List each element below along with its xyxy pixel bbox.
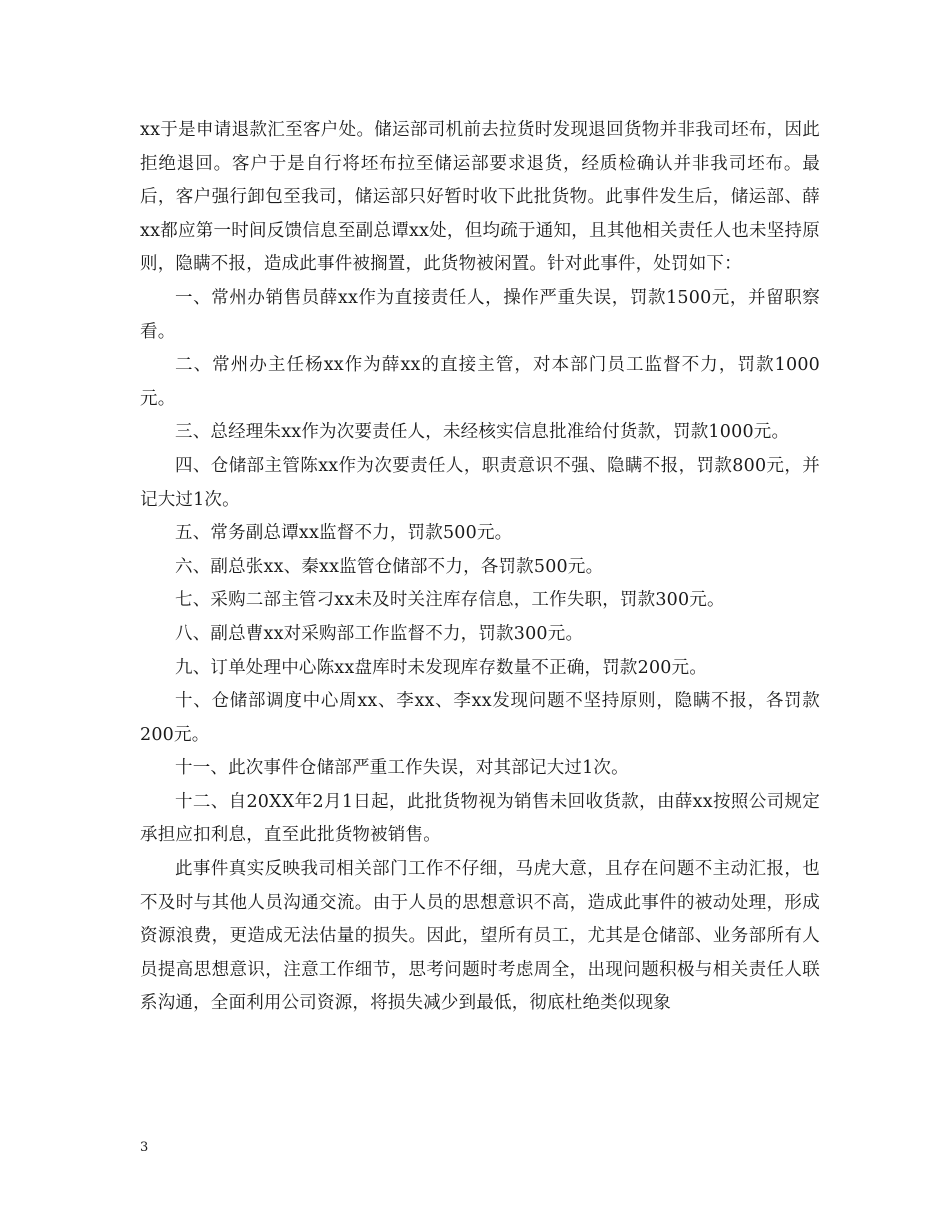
document-body	[140, 114, 820, 1021]
paragraph-penalty-10: 十、仓储部调度中心周xx、李xx、李xx发现问题不坚持原则，隐瞒不报，各罚款200元。	[140, 691, 820, 745]
paragraph-penalty-12: 十二、自20XX年2月1日起，此批货物视为销售未回收货款，由薛xx按照公司规定承担应扣利息，直至此批货物被销售。	[140, 791, 820, 846]
paragraph-penalty-8: 八、副总曹xx对采购部工作监督不力，罚款300元。	[175, 623, 584, 644]
paragraph-intro: xx于是申请退款汇至客户处。储运部司机前去拉货时发现退回货物并非我司坯布，因此拒绝退回。客户于是自行将坯布拉至储运部要求退货，经质检确认并非我司坯布。最后，客户强行卸包至我司，储运部只好暂时收下此批货物。此事件发生后，储运部、薛xx都应第一时间反馈信息至副总谭xx处，但均疏于通知，且其他相关责任人也未坚持原则，隐瞒不报，造成此事件被搁置，此货物被闲置。针对此事件，处罚如下：	[140, 120, 820, 275]
paragraph-penalty-1: 一、常州办销售员薛xx作为直接责任人，操作严重失误，罚款1500元，并留职察看。	[140, 287, 820, 342]
paragraph-penalty-2: 二、常州办主任杨xx作为薛xx的直接主管，对本部门员工监督不力，罚款1000元。	[140, 355, 820, 409]
paragraph-penalty-7: 七、采购二部主管刁xx未及时关注库存信息，工作失职，罚款300元。	[175, 590, 725, 611]
page-number: 3	[140, 1140, 149, 1155]
paragraph-penalty-3: 三、总经理朱xx作为次要责任人，未经核实信息批准给付货款，罚款1000元。	[175, 422, 790, 443]
paragraph-conclusion: 此事件真实反映我司相关部门工作不仔细，马虎大意，且存在问题不主动汇报，也不及时与其他人员沟通交流。由于人员的思想意识不高，造成此事件的被动处理，形成资源浪费，更造成无法估量的损失。因此，望所有员工，尤其是仓储部、业务部所有人员提高思想意识，注意工作细节，思考问题时考虑周全，出现问题积极与相关责任人联系沟通，全面利用公司资源，将损失减少到最低，彻底杜绝类似现象	[140, 859, 820, 1014]
paragraph-penalty-9: 九、订单处理中心陈xx盘库时未发现库存数量不正确，罚款200元。	[175, 657, 708, 678]
paragraph-penalty-5: 五、常务副总谭xx监督不力，罚款500元。	[175, 523, 513, 544]
paragraph-penalty-11: 十一、此次事件仓储部严重工作失误，对其部记大过1次。	[175, 758, 629, 779]
paragraph-penalty-4: 四、仓储部主管陈xx作为次要责任人，职责意识不强、隐瞒不报，罚款800元，并记大过1次。	[140, 455, 820, 510]
paragraph-penalty-6: 六、副总张xx、秦xx监管仓储部不力，各罚款500元。	[175, 556, 604, 577]
